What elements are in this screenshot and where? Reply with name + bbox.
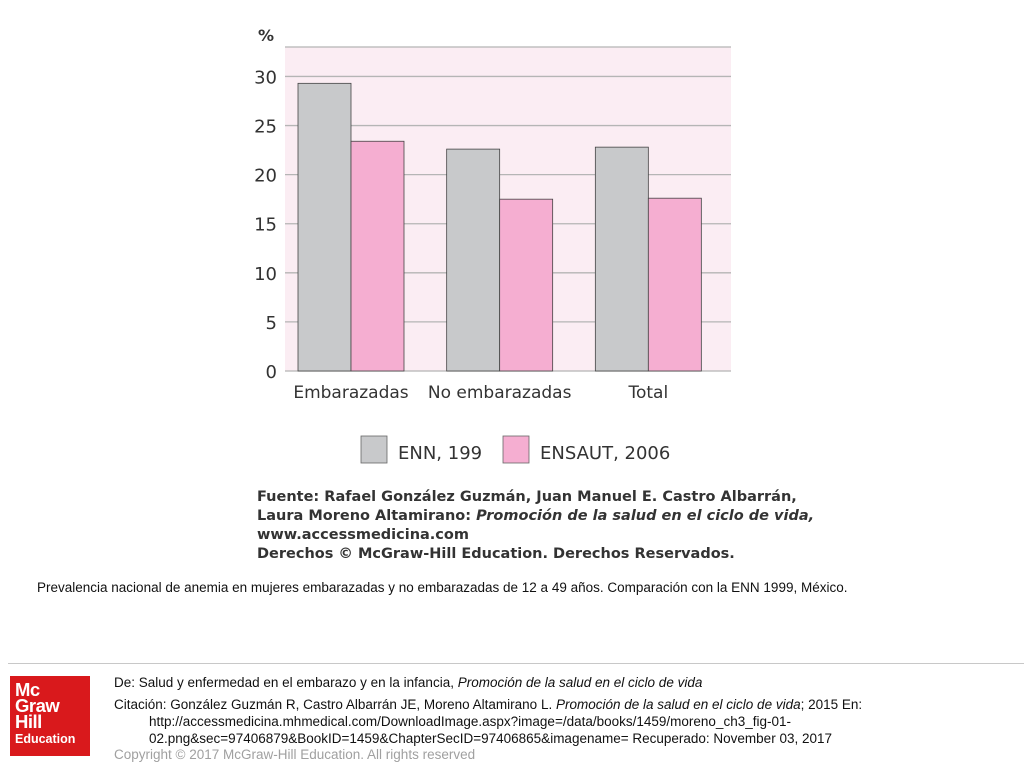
footer-from <box>114 674 702 691</box>
bar-2-2 <box>500 199 553 371</box>
source-authors: Laura Moreno Altamirano: <box>257 508 477 524</box>
y-tick-label-5: 25 <box>254 116 277 138</box>
bar-1-1 <box>298 83 351 371</box>
source-book-title: Promoción de la salud en el ciclo de vida, <box>476 508 815 524</box>
x-category-label-3: Total <box>628 383 669 403</box>
legend-swatch-2 <box>503 436 529 463</box>
copyright-notice: Copyright © 2017 McGraw-Hill Education. All rights reserved <box>114 747 476 762</box>
footer-divider <box>8 663 1024 664</box>
legend-label-1: ENN, 199 <box>398 443 483 464</box>
source-rights: Derechos © McGraw-Hill Education. Derechos Reservados. <box>257 546 735 562</box>
y-tick-label-0: 0 <box>265 362 277 383</box>
bar-2-3 <box>648 198 701 371</box>
citation-url-line-2[interactable]: 02.png&sec=97406879&BookID=1459&ChapterSecID=97406865&imagename= Recuperado: November 03, 2017 <box>149 731 832 746</box>
logo-line-1: Mc <box>15 679 40 700</box>
y-tick-label-2: 10 <box>254 263 277 285</box>
bar-1-2 <box>447 149 500 371</box>
chart-source <box>257 488 814 564</box>
bar-1-3 <box>595 147 648 371</box>
y-tick-label-6: 30 <box>254 67 277 89</box>
legend-label-2: ENSAUT, 2006 <box>540 443 671 464</box>
citation-prefix: Citación: González Guzmán R, Castro Albarrán JE, Moreno Altamirano L. <box>114 697 556 712</box>
logo-line-4: Education <box>15 732 76 746</box>
citation-title: Promoción de la salud en el ciclo de vida <box>555 697 801 712</box>
source-line-1: Fuente: Rafael González Guzmán, Juan Manuel E. Castro Albarrán, <box>257 489 797 505</box>
citation-url-line-1[interactable]: http://accessmedicina.mhmedical.com/DownloadImage.aspx?image=/data/books/1459/moreno_ch3_fig-01- <box>149 714 791 729</box>
source-website: www.accessmedicina.com <box>257 527 469 543</box>
mcgraw-hill-logo <box>10 676 90 756</box>
bar-2-1 <box>351 141 404 371</box>
legend-swatch-1 <box>361 436 387 463</box>
from-title: Promoción de la salud en el ciclo de vida <box>457 675 703 690</box>
y-unit-label: % <box>258 26 275 45</box>
footer-citation <box>114 696 862 713</box>
x-category-label-1: Embarazadas <box>293 383 409 403</box>
y-tick-label-1: 5 <box>265 312 277 334</box>
source-line-2 <box>257 507 814 526</box>
from-prefix: De: Salud y enfermedad en el embarazo y en la infancia, <box>114 675 458 690</box>
y-tick-label-3: 15 <box>254 214 277 236</box>
figure-caption: Prevalencia nacional de anemia en mujeres embarazadas y no embarazadas de 12 a 49 años. Comparación con la ENN 1999, México. <box>37 580 848 595</box>
logo-line-3: Hill <box>15 711 42 732</box>
y-tick-label-4: 20 <box>254 165 277 187</box>
citation-suffix: ; 2015 En: <box>800 697 863 712</box>
logo-line-2: Graw <box>15 695 60 716</box>
x-category-label-2: No embarazadas <box>427 383 572 403</box>
